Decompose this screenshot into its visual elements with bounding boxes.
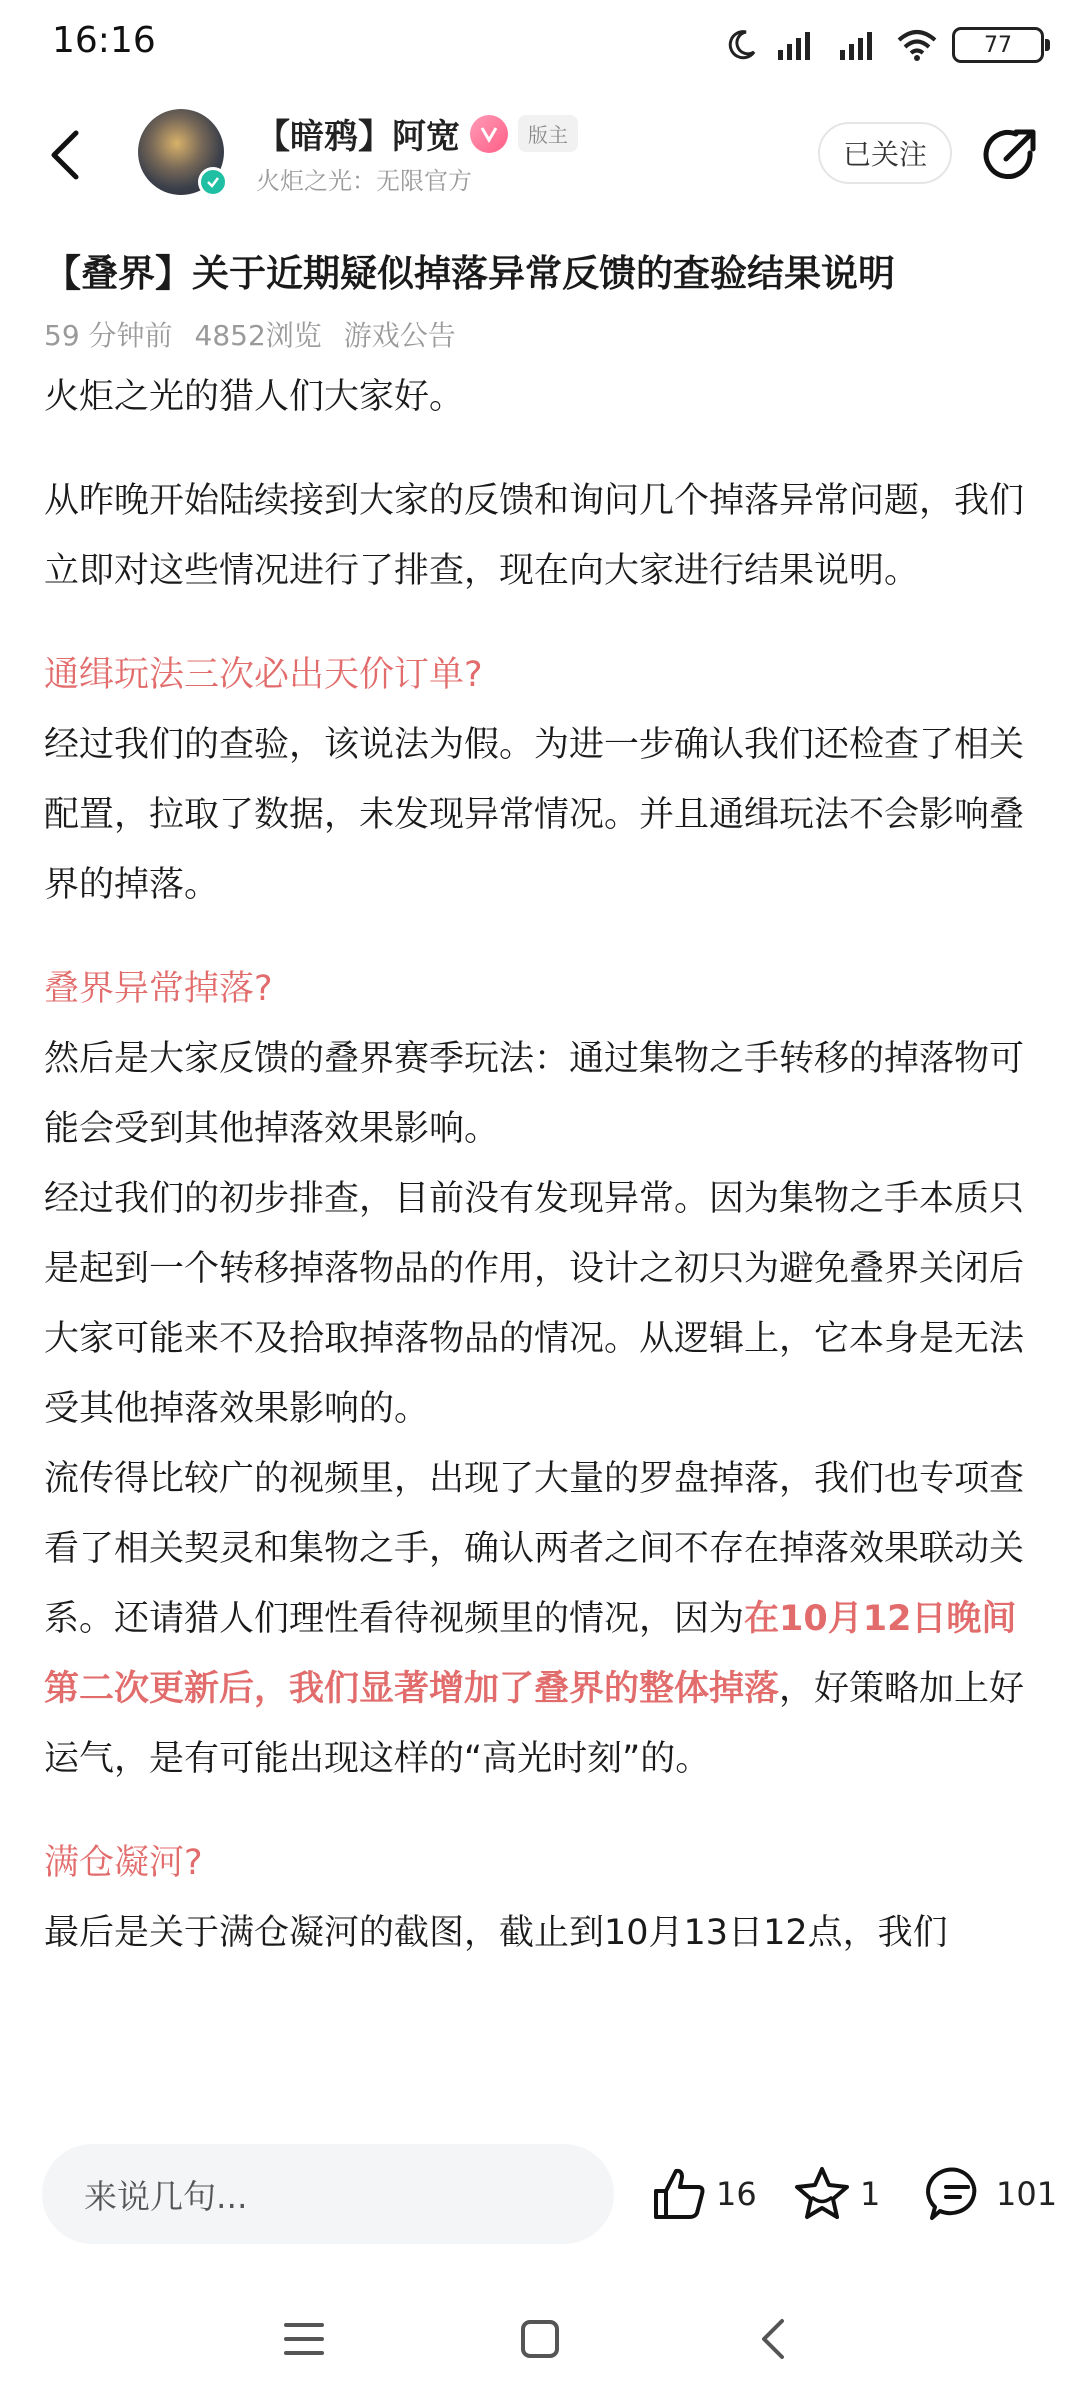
nav-back-icon[interactable] (750, 2315, 798, 2363)
comment-count: 101 (996, 2175, 1058, 2213)
bottom-action-bar (0, 2115, 1080, 2275)
favorite-button[interactable] (792, 2159, 880, 2229)
section3-paragraph: 最后是关于满仓凝河的截图，截止到10月13日12点，我们 (44, 1913, 948, 1953)
section2-paragraph-3 (44, 1444, 1038, 1794)
battery-level: 77 (984, 32, 1012, 58)
greeting-paragraph: 火炬之光的猎人们大家好。 (44, 377, 465, 417)
like-button[interactable] (650, 2159, 757, 2229)
article-body (44, 362, 1038, 1968)
author-name[interactable]: 【暗鸦】阿宽 (256, 117, 460, 157)
section3-heading: 满仓凝河? (44, 1843, 203, 1883)
like-icon (650, 2165, 708, 2223)
comment-button[interactable] (926, 2159, 1057, 2229)
star-icon (792, 2165, 852, 2223)
post-views: 4852浏览 (194, 319, 322, 352)
status-time: 16:16 (52, 20, 156, 61)
post-title: 【叠界】关于近期疑似掉落异常反馈的查验结果说明 (44, 252, 895, 295)
section2-paragraph-2: 经过我们的初步排查，目前没有发现异常。因为集物之手本质只是起到一个转移掉落物品的作用，设计之初只为避免叠界关闭后大家可能来不及拾取掉落物品的情况。从逻辑上，它本身是无法受其他掉落效果影响的。 (44, 1179, 1025, 1429)
section2-heading: 叠界异常掉落? (44, 969, 273, 1009)
section1-heading: 通缉玩法三次必出天价订单? (44, 655, 483, 695)
post-time: 59 分钟前 (44, 319, 173, 352)
comment-icon (926, 2165, 988, 2223)
like-count: 16 (716, 2175, 757, 2213)
comment-input[interactable]: 来说几句... (42, 2144, 614, 2244)
intro-paragraph: 从昨晚开始陆续接到大家的反馈和询问几个掉落异常问题，我们立即对这些情况进行了排查，现在向大家进行结果说明。 (44, 481, 1025, 591)
post-content (44, 248, 1038, 1968)
section2-paragraph-1: 然后是大家反馈的叠界赛季玩法：通过集物之手转移的掉落物可能会受到其他掉落效果影响。 (44, 1039, 1025, 1149)
favorite-count: 1 (860, 2175, 881, 2213)
home-icon[interactable] (516, 2315, 564, 2363)
menu-icon[interactable] (280, 2315, 328, 2363)
role-badge: 版主 (518, 115, 578, 152)
system-nav-bar (0, 2275, 1080, 2400)
author-subtitle: 火炬之光：无限官方 (256, 167, 472, 195)
post-meta (44, 314, 1038, 354)
follow-button[interactable]: 已关注 (818, 122, 952, 184)
section2-p3-text-after: ，好策略加上好运气，是有可能出现这样的“高光时刻”的。 (44, 1669, 1025, 1779)
section2-p3-highlight: 在10月12日晚间第二次更新后，我们显著增加了叠界的整体掉落 (44, 1599, 1017, 1709)
section1-paragraph: 经过我们的查验，该说法为假。为进一步确认我们还检查了相关配置，拉取了数据，未发现异常情况。并且通缉玩法不会影响叠界的掉落。 (44, 725, 1025, 905)
post-category[interactable]: 游戏公告 (343, 319, 456, 352)
section2-p3-text-before: 流传得比较广的视频里，出现了大量的罗盘掉落，我们也专项查看了相关契灵和集物之手，确认两者之间不存在掉落效果联动关系。还请猎人们理性看待视频里的情况，因为 (44, 1459, 1025, 1639)
